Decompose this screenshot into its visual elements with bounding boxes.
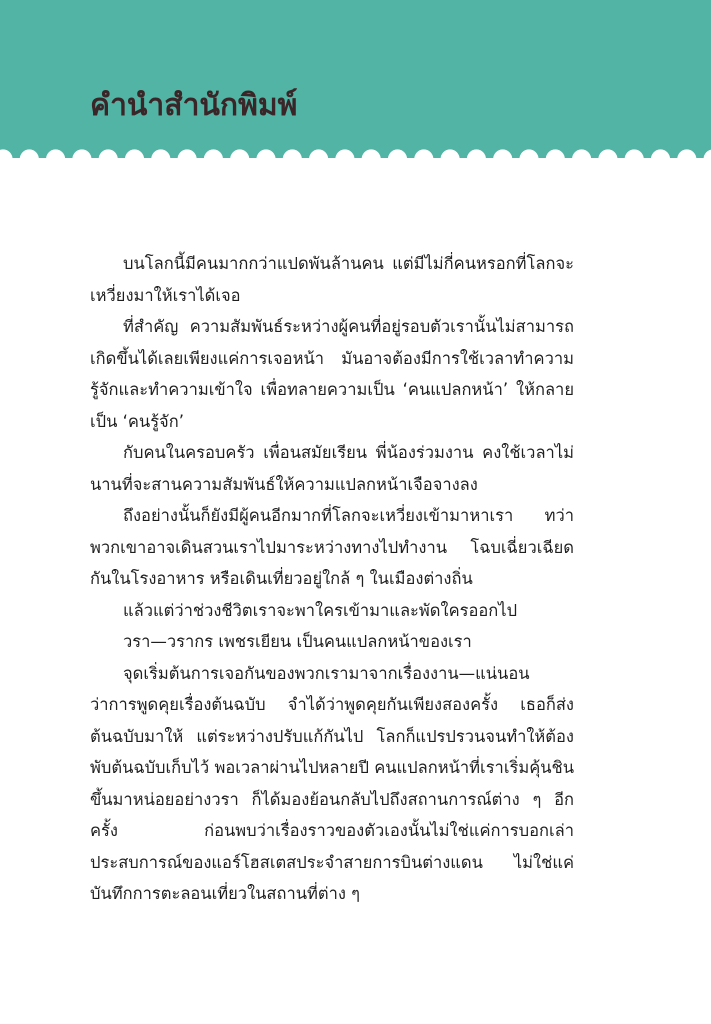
paragraph: กับคนในครอบครัว เพื่อนสมัยเรียน พี่น้องร่วมงาน คงใช้เวลาไม่นานที่จะสานความสัมพันธ์ให้ความแปลกหน้าเจือจางลง xyxy=(90,443,574,494)
scalloped-edge xyxy=(0,146,711,166)
page-title: คำนำสำนักพิมพ์ xyxy=(90,88,298,123)
paragraph: วรา—วรากร เพชรเยียน เป็นคนแปลกหน้าของเรา xyxy=(123,632,472,651)
paragraph: แล้วแต่ว่าช่วงชีวิตเราจะพาใครเข้ามาและพัดใครออกไป xyxy=(123,600,518,620)
paragraph: ถึงอย่างนั้นก็ยังมีผู้คนอีกมากที่โลกจะเหวี่ยงเข้ามาหาเรา ทว่าพวกเขาอาจเดินสวนเราไปมาระหว่างทางไปทำงาน โฉบเฉี่ยวเฉียดกันในโรงอาหาร หรือเดินเที่ยวอยู่ใกล้ ๆ ในเมืองต่างถิ่น xyxy=(90,506,574,588)
paragraph: ที่สำคัญ ความสัมพันธ์ระหว่างผู้คนที่อยู่รอบตัวเรานั้นไม่สามารถเกิดขึ้นได้เลยเพียงแค่การเจอหน้า มันอาจต้องมีการใช้เวลาทำความรู้จักและทำความเข้าใจ เพื่อทลายความเป็น ‘คนแปลกหน้า’ ให้กลายเป็น ‘คนรู้จัก’ xyxy=(90,317,574,431)
paragraph: จุดเริ่มต้นการเจอกันของพวกเรามาจากเรื่องงาน—แน่นอนว่าการพูดคุยเรื่องต้นฉบับ จำได้ว่าพูดคุยกันเพียงสองครั้ง เธอก็ส่งต้นฉบับมาให้ แต่ระหว่างปรับแก้กันไป โลกก็แปรปรวนจนทำให้ต้องพับต้นฉบับเก็บไว้ พอเวลาผ่านไปหลายปี คนแปลกหน้าที่เราเริ่มคุ้นชินขึ้นมาหน่อยอย่างวรา ก็ได้มองย้อนกลับไปถึงสถานการณ์ต่าง ๆ อีกครั้ง ก่อนพบว่าเรื่องราวของตัวเองนั้นไม่ใช่แค่การบอกเล่าประสบการณ์ของแอร์โฮสเตสประจำสายการบินต่างแดน ไม่ใช่แค่บันทึกการตะลอนเที่ยวในสถานที่ต่าง ๆ xyxy=(90,663,574,903)
paragraph: บนโลกนี้มีคนมากกว่าแปดพันล้านคน แต่มีไม่กี่คนหรอกที่โลกจะเหวี่ยงมาให้เราได้เจอ xyxy=(90,254,574,305)
body-text xyxy=(90,248,574,910)
